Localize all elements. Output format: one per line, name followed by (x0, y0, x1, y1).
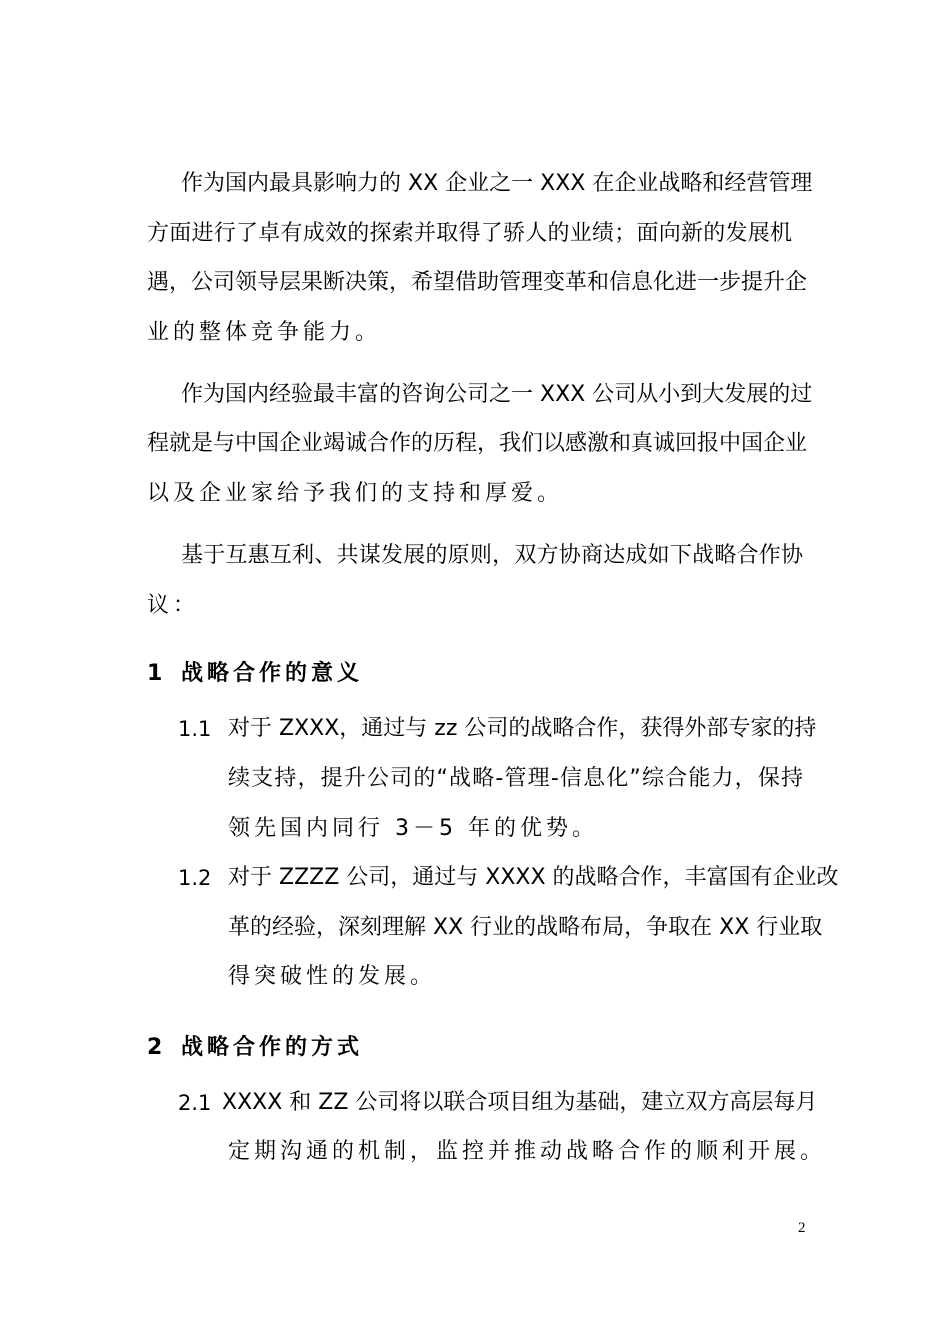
paragraph-line: 议： (147, 593, 200, 618)
paragraph-line: 遇，公司领导层果断决策，希望借助管理变革和信息化进一步提升企 (147, 270, 808, 295)
section-number: 2 (147, 1035, 163, 1060)
subsection-line: XXXX 和 ZZ 公司将以联合项目组为基础，建立双方高层每月 (222, 1090, 818, 1115)
subsection-number: 2.1 (178, 1091, 212, 1115)
section-title: 战略合作的方式 (181, 1035, 364, 1060)
paragraph-line: 基于互惠互利、共谋发展的原则，双方协商达成如下战略合作协 (181, 543, 803, 568)
paragraph-line: 方面进行了卓有成效的探索并取得了骄人的业绩；面向新的发展机 (147, 221, 792, 246)
section-number: 1 (147, 661, 163, 686)
section-title: 战略合作的意义 (181, 661, 364, 686)
page-number: 2 (798, 1220, 806, 1236)
subsection-number: 1.2 (178, 866, 212, 890)
paragraph-line: 作为国内经验最丰富的咨询公司之一 XXX 公司从小到大发展的过 (181, 382, 813, 407)
subsection-line: 对于 ZZZZ 公司，通过与 XXXX 的战略合作，丰富国有企业改 (228, 865, 839, 890)
subsection-line: 革的经验，深刻理解 XX 行业的战略布局，争取在 XX 行业取 (228, 915, 823, 940)
subsection-line: 得突破性的发展。 (228, 964, 437, 989)
subsection-line: 领先国内同行 3－5 年的优势。 (228, 816, 598, 841)
subsection-line: 定期沟通的机制，监控并推动战略合作的顺利开展。 (228, 1139, 827, 1164)
paragraph-line: 业的整体竞争能力。 (147, 320, 382, 345)
paragraph-line: 作为国内最具影响力的 XX 企业之一 XXX 在企业战略和经营管理 (181, 171, 813, 196)
paragraph-line: 以及企业家给予我们的支持和厚爱。 (147, 481, 564, 506)
subsection-line: 续支持，提升公司的“战略-管理-信息化”综合能力，保持 (228, 766, 803, 791)
subsection-number: 1.1 (178, 717, 212, 741)
paragraph-line: 程就是与中国企业竭诚合作的历程，我们以感激和真诚回报中国企业 (147, 431, 808, 456)
subsection-line: 对于 ZXXX，通过与 zz 公司的战略合作，获得外部专家的持 (228, 716, 817, 741)
